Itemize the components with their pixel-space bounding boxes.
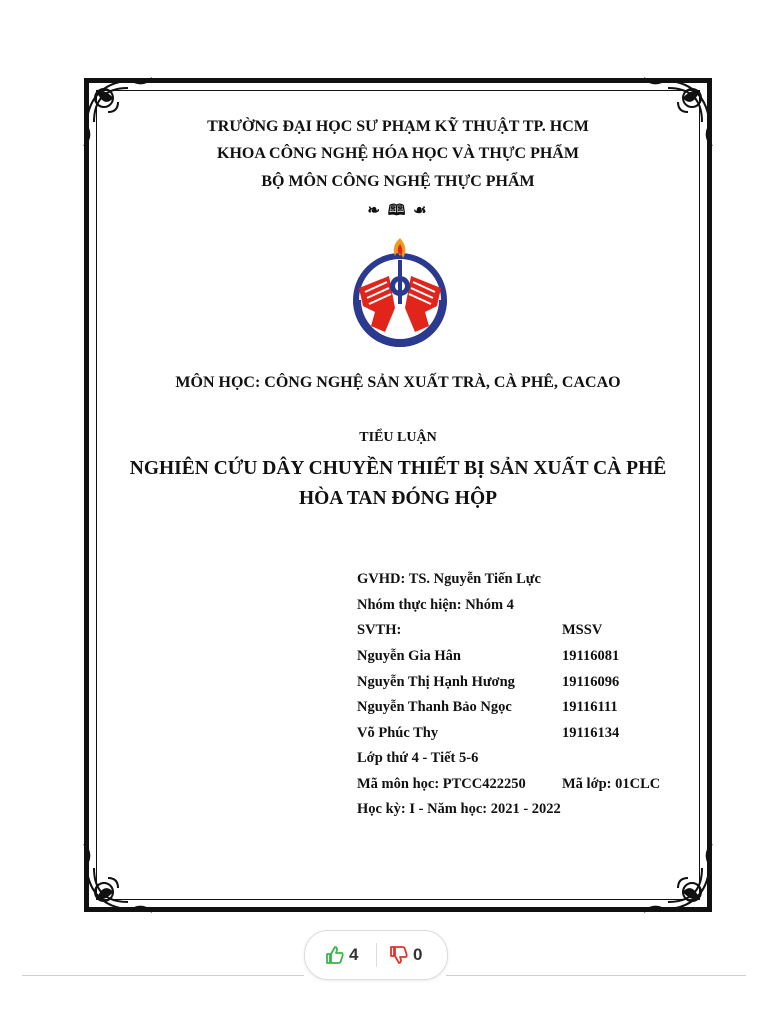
department-name: BỘ MÔN CÔNG NGHỆ THỰC PHẨM: [261, 173, 535, 190]
corner-ornament-icon: [628, 828, 718, 918]
advisor: GVHD: TS. Nguyễn Tiến Lực: [357, 571, 541, 587]
divider: [446, 975, 746, 976]
upvote-button[interactable]: [325, 943, 358, 967]
divider: [22, 975, 304, 976]
student-name: Nguyễn Gia Hân: [357, 648, 461, 664]
group-name: Nhóm thực hiện: Nhóm 4: [357, 597, 514, 613]
class-code: Mã lớp: 01CLC: [562, 776, 661, 792]
university-logo: [345, 236, 455, 348]
report-title-line1: NGHIÊN CỨU DÂY CHUYỀN THIẾT BỊ SẢN XUẤT CÀ PHÊ: [129, 458, 667, 479]
report-type: TIỂU LUẬN: [359, 430, 437, 445]
thumbs-down-icon: [389, 945, 409, 965]
student-id: 19116096: [562, 674, 620, 690]
vote-bar: [304, 930, 448, 980]
course-name: MÔN HỌC: CÔNG NGHỆ SẢN XUẤT TRÀ, CÀ PHÊ, CACAO: [175, 374, 621, 391]
student-id: 19116081: [562, 648, 620, 664]
report-title-line2: HÒA TAN ĐÓNG HỘP: [298, 488, 498, 509]
corner-ornament-icon: [78, 828, 168, 918]
thumbs-up-icon: [325, 945, 345, 965]
downvote-count: 0: [413, 945, 423, 964]
book-ornament-icon: ❧ 🕮 ☙: [367, 203, 429, 219]
faculty-name: KHOA CÔNG NGHỆ HÓA HỌC VÀ THỰC PHẨM: [217, 145, 579, 162]
student-name: Nguyễn Thị Hạnh Hương: [357, 674, 515, 690]
upvote-count: 4: [349, 945, 359, 964]
student-id-label: MSSV: [562, 622, 603, 638]
downvote-button[interactable]: [389, 943, 422, 967]
student-id: 19116134: [562, 725, 620, 741]
vote-divider: [376, 943, 377, 967]
semester: Học kỳ: I - Năm học: 2021 - 2022: [357, 801, 561, 817]
student-id: 19116111: [562, 699, 618, 715]
student-name: Võ Phúc Thy: [357, 725, 439, 741]
course-code: Mã môn học: PTCC422250: [357, 776, 526, 792]
class-period: Lớp thứ 4 - Tiết 5-6: [357, 750, 479, 766]
university-name: TRƯỜNG ĐẠI HỌC SƯ PHẠM KỸ THUẬT TP. HCM: [207, 118, 589, 135]
student-name: Nguyễn Thanh Bảo Ngọc: [357, 699, 512, 715]
students-label: SVTH:: [357, 622, 402, 638]
